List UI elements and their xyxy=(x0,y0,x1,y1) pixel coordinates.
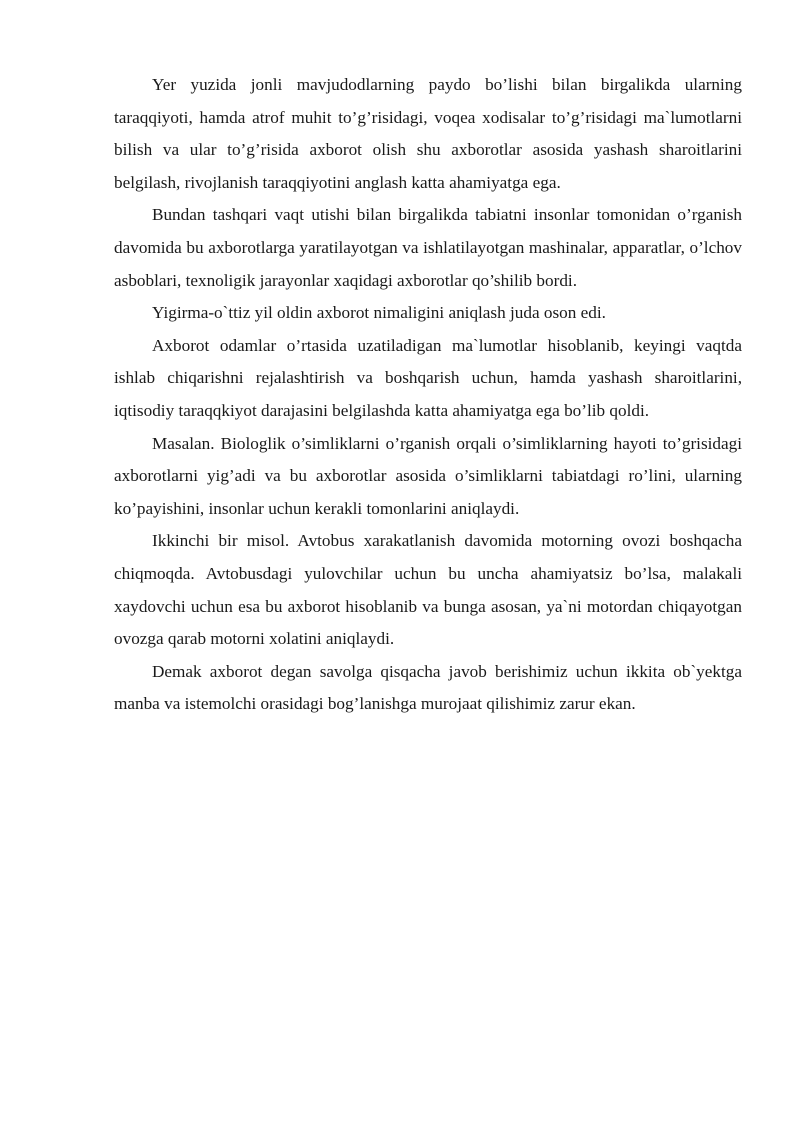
paragraph-4: Axborot odamlar o’rtasida uzatiladigan ma`lumotlar hisoblanib, keyingi vaqtda ishlab chiqarishni rejalashtirish va boshqarish uchun, hamda yashash sharoitlarini, iqtisodiy taraqqkiyot darajasini belgilashda katta ahamiyatga ega bo’lib qoldi. xyxy=(114,335,742,420)
paragraph-3: Yigirma-o`ttiz yil oldin axborot nimaligini aniqlash juda oson edi. xyxy=(152,303,606,323)
paragraph-1: Yer yuzida jonli mavjudodlarning paydo bo’lishi bilan birgalikda ularning taraqqiyoti, hamda atrof muhit to’g’risidagi, voqea xodisalar to’g’risidagi ma`lumotlarni bilish va ular to’g’risida axborot olish shu axborotlar asosida yashash sharoitlarini belgilash, rivojlanish taraqqiyotini anglash katta ahamiyatga ega. xyxy=(114,75,742,192)
paragraph-7: Demak axborot degan savolga qisqacha javob berishimiz uchun ikkita ob`yektga manba va istemolchi orasidagi bog’lanishga murojaat qilishimiz zarur ekan. xyxy=(114,661,742,714)
paragraph-6: Ikkinchi bir misol. Avtobus xarakatlanish davomida motorning ovozi boshqacha chiqmoqda. Avtobusdagi yulovchilar uchun bu uncha ahamiyatsiz bo’lsa, malakali xaydovchi uchun esa bu axborot hisoblanib va bunga asosan, ya`ni motordan chiqayotgan ovozga qarab motorni xolatini aniqlaydi. xyxy=(114,531,742,649)
paragraph-2: Bundan tashqari vaqt utishi bilan birgalikda tabiatni insonlar tomonidan o’rganish davomida bu axborotlarga yaratilayotgan va ishlatilayotgan mashinalar, apparatlar, o’lchov asboblari, texnoligik jarayonlar xaqidagi axborotlar qo’shilib bordi. xyxy=(114,205,742,290)
paragraph-5: Masalan. Biologlik o’simliklarni o’rganish orqali o’simliklarning hayoti to’grisidagi axborotlarni yig’adi va bu axborotlar asosida o’simliklarni tabiatdagi ro’lini, ularning ko’payishini, insonlar uchun kerakli tomonlarini aniqlaydi. xyxy=(114,433,742,518)
document-page xyxy=(114,69,742,721)
